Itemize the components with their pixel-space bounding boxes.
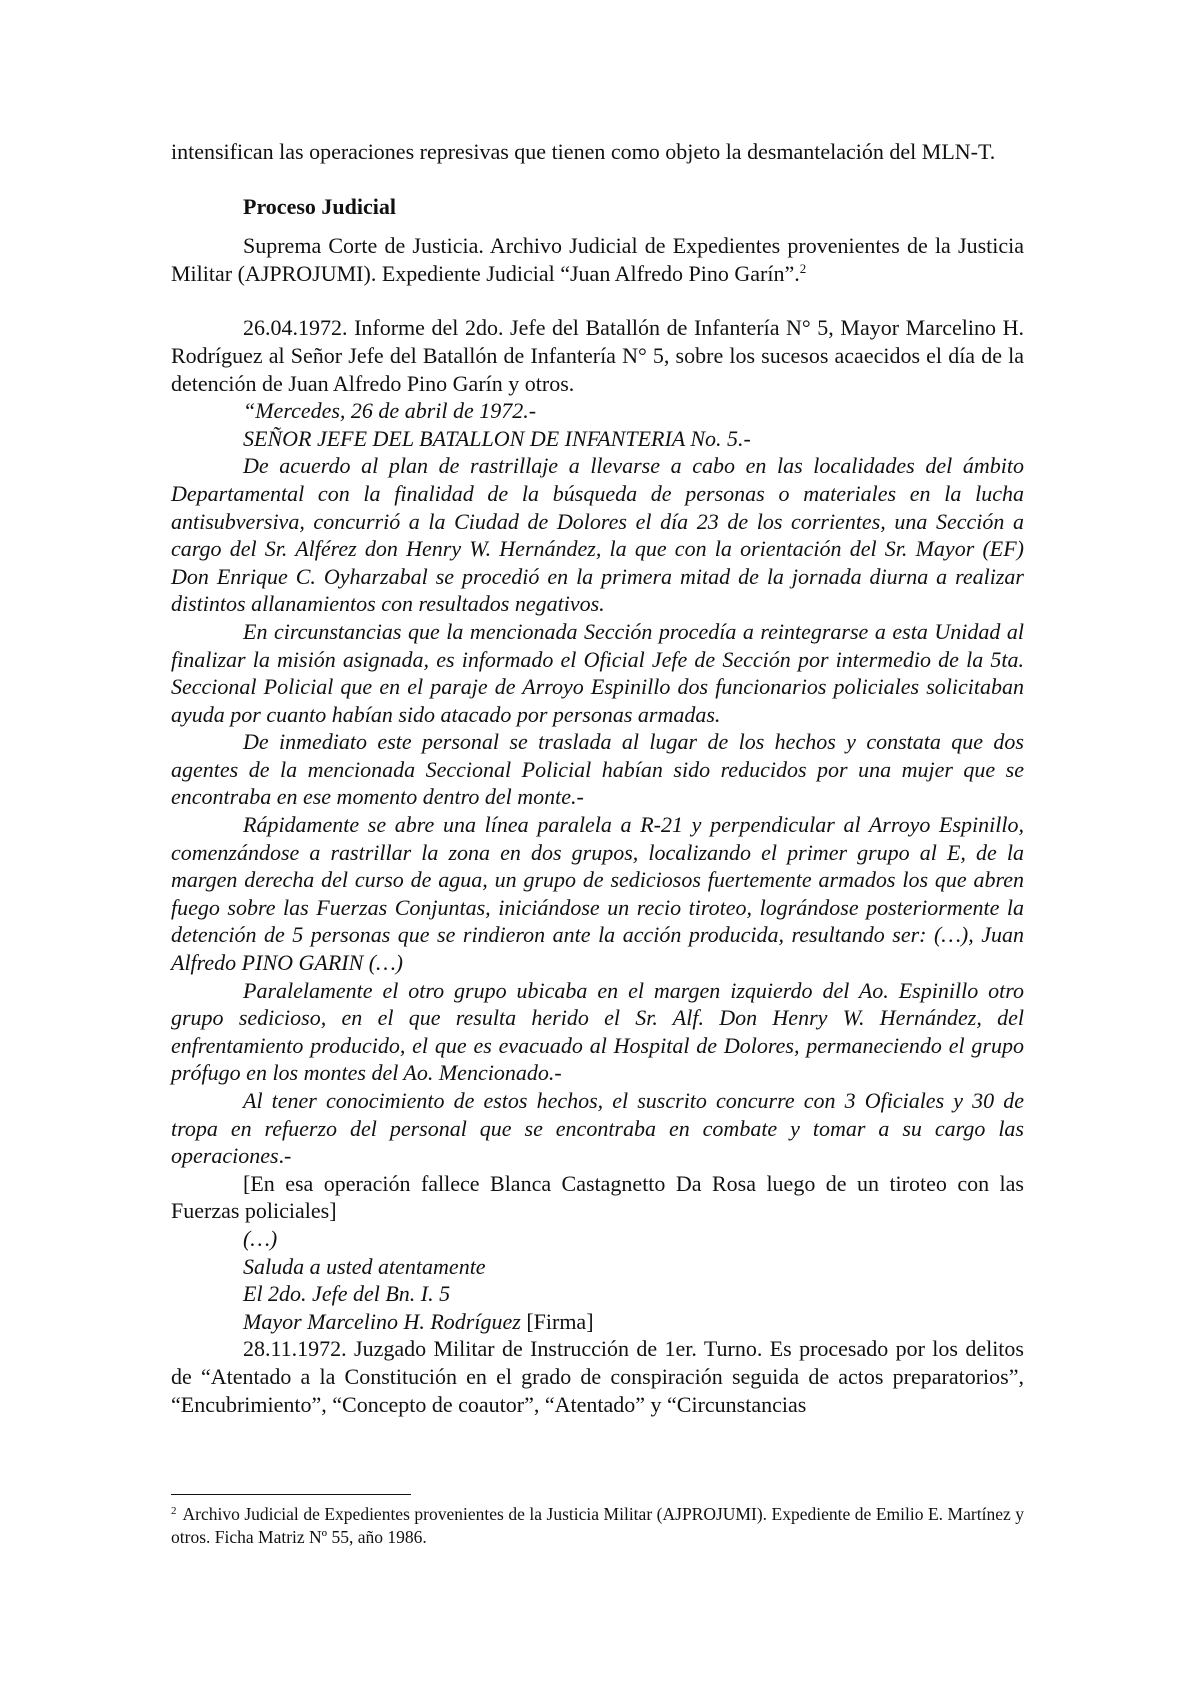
signature-note: [Firma] xyxy=(526,1308,594,1334)
section-heading: Proceso Judicial xyxy=(243,193,396,219)
quote-paragraph-6-tail: .- xyxy=(278,1143,292,1169)
quote-signer: Mayor Marcelino H. Rodríguez xyxy=(243,1308,521,1334)
quote-ellipsis: (…) xyxy=(243,1225,278,1251)
quote-paragraph-4: Rápidamente se abre una línea paralela a R-21 y perpendicular al Arroyo Espinillo, comenzándose a rastrillar la zona en dos grupos, localizando el primer grupo al E, de la margen derecha del curso de agua, un grupo de sediciosos fuertemente armados los que abren fuego sobre las Fuerzas Conjuntas, iniciándose un recio tiroteo, lográndose posteriormente la detención de 5 personas que se rindieron ante la acción producida, resultando ser: (…), Juan Alfredo PINO GARIN (…) xyxy=(171,812,1024,976)
source-text: Suprema Corte de Justicia. Archivo Judicial de Expedientes provenientes de la Justicia Militar (AJPROJUMI). Expediente Judicial “Juan Alfredo Pino Garín”. xyxy=(171,233,1024,286)
paragraph-source xyxy=(171,232,1024,287)
quote-paragraph-6 xyxy=(171,1087,1024,1170)
footnote-2 xyxy=(171,1503,1024,1549)
paragraph-intro: intensifican las operaciones represivas que tienen como objeto la desmantelación del MLN-T. xyxy=(171,139,996,164)
quote-signer-line xyxy=(171,1308,1024,1336)
quote-rank: El 2do. Jefe del Bn. I. 5 xyxy=(243,1281,451,1307)
quote-paragraph-6-text: Al tener conocimiento de estos hechos, el suscrito concurre con 3 Oficiales y 30 de tropa en refuerzo del personal que se encontraba en combate y tomar a su cargo las operaciones xyxy=(171,1088,1024,1169)
editorial-note: [En esa operación fallece Blanca Castagnetto Da Rosa luego de un tiroteo con las Fuerzas policiales] xyxy=(171,1170,1024,1224)
document-body xyxy=(171,138,1024,1418)
quote-addressee: SEÑOR JEFE DEL BATALLON DE INFANTERIA No. 5.- xyxy=(243,425,751,451)
footnote-marker: 2 xyxy=(171,1505,177,1517)
footnote-area xyxy=(171,1494,1024,1549)
footnote-separator xyxy=(171,1494,411,1495)
paragraph-proceso: 28.11.1972. Juzgado Militar de Instrucción de 1er. Turno. Es procesado por los delitos de “Atentado a la Constitución en el grado de conspiración seguida de actos preparatorios”, “Encubrimiento”, “Concepto de coautor”, “Atentado” y “Circunstancias xyxy=(171,1336,1024,1417)
quote-paragraph-3: De inmediato este personal se traslada al lugar de los hechos y constata que dos agentes de la mencionada Seccional Policial habían sido reducidos por una mujer que se encontraba en ese momento dentro del monte.- xyxy=(171,729,1024,810)
paragraph-informe: 26.04.1972. Informe del 2do. Jefe del Batallón de Infantería N° 5, Mayor Marcelino H. Rodríguez al Señor Jefe del Batallón de Infantería N° 5, sobre los sucesos acaecidos el día de la detención de Juan Alfredo Pino Garín y otros. xyxy=(171,315,1024,396)
footnote-text: Archivo Judicial de Expedientes provenientes de la Justicia Militar (AJPROJUMI). Expediente de Emilio E. Martínez y otros. Ficha Matriz Nº 55, año 1986. xyxy=(171,1504,1024,1547)
footnote-reference[interactable]: 2 xyxy=(799,260,807,276)
quote-closing: Saluda a usted atentamente xyxy=(243,1253,486,1279)
quote-paragraph-2: En circunstancias que la mencionada Sección procedía a reintegrarse a esta Unidad al finalizar la misión asignada, es informado el Oficial Jefe de Sección por intermedio de la 5ta. Seccional Policial que en el paraje de Arroyo Espinillo dos funcionarios policiales solicitaban ayuda por cuanto habían sido atacado por personas armadas. xyxy=(171,618,1024,727)
quote-paragraph-1: De acuerdo al plan de rastrillaje a llevarse a cabo en las localidades del ámbito Departamental con la finalidad de la búsqueda de personas o materiales en la lucha antisubversiva, concurrió a la Ciudad de Dolores el día 23 de los corrientes, una Sección a cargo del Sr. Alférez don Henry W. Hernández, la que con la orientación del Sr. Mayor (EF) Don Enrique C. Oyharzabal se procedió en la primera mitad de la jornada diurna a realizar distintos allanamientos con resultados negativos. xyxy=(171,453,1024,617)
quote-paragraph-5: Paralelamente el otro grupo ubicaba en el margen izquierdo del Ao. Espinillo otro grupo sedicioso, en el que resulta herido el Sr. Alf. Don Henry W. Hernández, del enfrentamiento producido, el que es evacuado al Hospital de Dolores, permaneciendo el grupo prófugo en los montes del Ao. Mencionado.- xyxy=(171,977,1024,1086)
quote-date: “Mercedes, 26 de abril de 1972.- xyxy=(243,398,537,424)
